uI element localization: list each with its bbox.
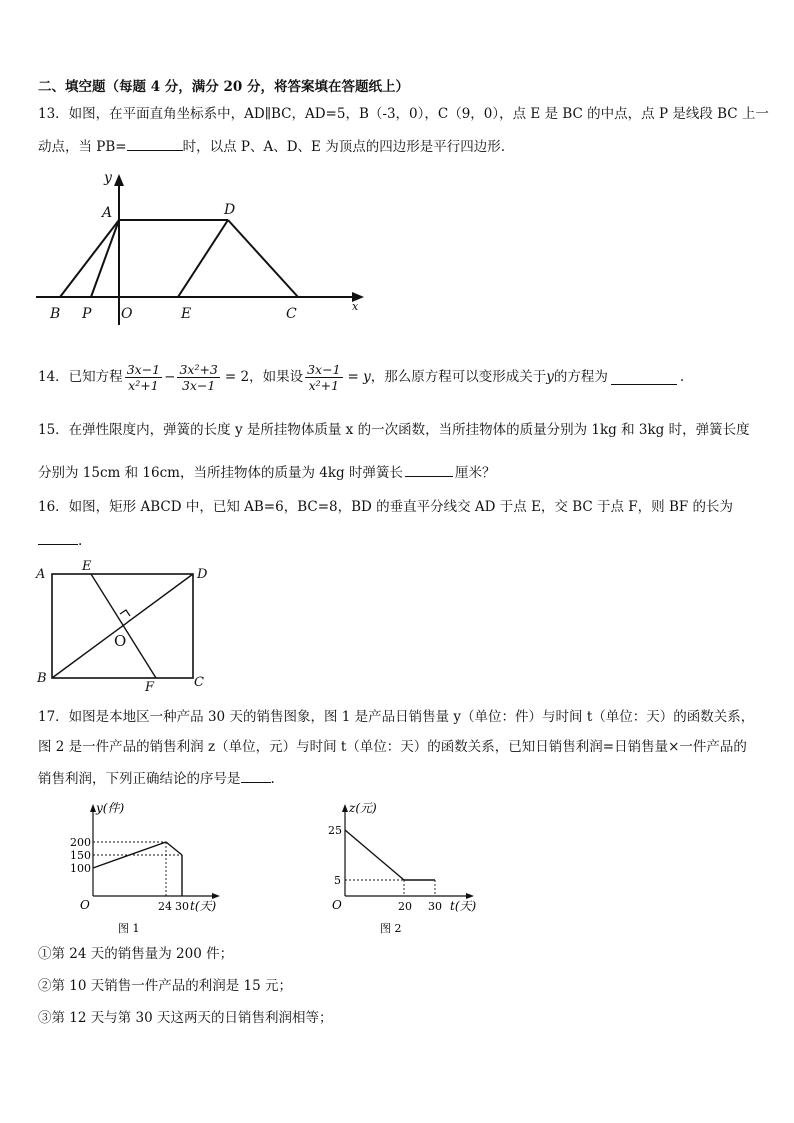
q17-option-2: ②第 10 天销售一件产品的利润是 15 元；: [38, 978, 293, 994]
q14-minus: −: [164, 369, 176, 385]
q14-frac2: [177, 362, 219, 393]
q17-fig1-xtick-24: 24: [158, 900, 172, 913]
q14-var-y: y: [546, 369, 554, 385]
q17-fig1-ytick-200: 200: [70, 836, 91, 849]
q14-frac3-den: x²+1: [308, 377, 340, 393]
q16-label-A: A: [36, 567, 46, 582]
q17-fig2-ytick-25: 25: [328, 824, 342, 837]
q17-fig1-ytick-100: 100: [70, 862, 91, 875]
q13-label-P: P: [82, 306, 92, 322]
q14-frac2-num: 3x²+3: [179, 361, 218, 377]
q13-answer-blank[interactable]: [127, 136, 183, 151]
q17-fig1-ytick-150: 150: [70, 849, 91, 862]
q13-label-O: O: [121, 306, 133, 322]
q13-label-y: y: [104, 170, 112, 186]
q13-line1: 13．如图，在平面直角坐标系中，AD∥BC，AD=5，B（-3，0），C（9，0），点 E 是 BC 的中点，点 P 是线段 BC 上一: [38, 106, 769, 122]
q14-end: .: [679, 369, 685, 385]
q17-fig2-xlabel: t(天): [450, 899, 477, 913]
q14-frac1: [125, 362, 162, 393]
q13-line2-b: 时，以点 P、A、D、E 为顶点的四边形是平行四边形.: [182, 139, 505, 155]
q17-line1: 17．如图是本地区一种产品 30 天的销售图象，图 1 是产品日销售量 y（单位：件）与时间 t（单位：天）的函数关系，: [38, 709, 755, 725]
q17-fig2-origin: O: [332, 898, 342, 912]
q17-fig2-xtick-30: 30: [428, 900, 442, 913]
q17-fig2-caption: 图 2: [380, 922, 402, 935]
q17-line3-a: 销售利润，下列正确结论的序号是: [38, 771, 241, 787]
q13-label-D: D: [224, 202, 236, 218]
q16-label-D: D: [197, 567, 208, 582]
q16-figure: [34, 559, 224, 695]
q16-line1: 16．如图，矩形 ABCD 中，已知 AB=6，BC=8，BD 的垂直平分线交 AD 于点 E，交 BC 于点 F，则 BF 的长为: [38, 499, 734, 515]
q15-line2-b: 厘米？: [454, 465, 496, 481]
q14-frac1-num: 3x−1: [126, 361, 161, 377]
q17-fig1-xtick-30: 30: [175, 900, 189, 913]
q16-line2-end: .: [78, 533, 83, 549]
q16-line2: [38, 530, 82, 550]
q16-label-C: C: [194, 675, 204, 690]
q14-pre: 14．已知方程: [38, 369, 123, 385]
q17-fig2-ylabel: z(元): [349, 801, 377, 815]
q17-fig1-caption: 图 1: [118, 922, 140, 935]
q17-figure-1: [56, 798, 256, 938]
q15-line2-a: 分别为 15cm 和 16cm，当所挂物体的质量为 4kg 时弹簧长: [38, 465, 403, 481]
q13-line2-a: 动点，当 PB=: [38, 139, 127, 155]
q14-post2: 的方程为: [553, 369, 608, 385]
q14-frac1-den: x²+1: [128, 377, 159, 393]
q14-frac3-num: 3x−1: [307, 361, 341, 377]
q17-fig1-origin: O: [80, 898, 90, 912]
q14-frac2-den: 3x−1: [181, 377, 216, 393]
q16-label-B: B: [37, 671, 47, 686]
q13-label-E: E: [181, 306, 192, 322]
q16-answer-blank[interactable]: [38, 530, 78, 545]
q13-figure: [30, 170, 370, 330]
q17-option-3: ③第 12 天与第 30 天这两天的日销售利润相等；: [38, 1010, 333, 1026]
q13-label-B: B: [50, 306, 61, 322]
q14-frac3: [305, 362, 342, 393]
q17-option-1: ①第 24 天的销售量为 200 件；: [38, 946, 234, 962]
q15-line2: [38, 462, 495, 482]
q14-line: [38, 359, 684, 395]
q13-label-C: C: [286, 306, 297, 322]
q14-eq: = 2: [224, 369, 250, 385]
q14-eq-y: = y: [347, 369, 371, 385]
q16-label-E: E: [82, 559, 92, 574]
section-header: 二、填空题（每题 4 分，满分 20 分，将答案填在答题纸上）: [38, 79, 409, 95]
q13-label-x: x: [352, 300, 359, 313]
q14-answer-blank[interactable]: [611, 370, 677, 385]
q17-fig1-ylabel: y(件): [96, 801, 125, 815]
q16-label-F: F: [145, 680, 155, 695]
q16-label-O: O: [114, 632, 127, 650]
q14-mid: ，如果设: [249, 369, 304, 385]
q14-post: ，那么原方程可以变形成关于: [370, 369, 547, 385]
q17-line3-end: .: [270, 771, 275, 787]
q17-line2: 图 2 是一件产品的销售利润 z（单位，元）与时间 t（单位：天）的函数关系，已知日销售利润=日销售量×一件产品的: [38, 739, 747, 755]
q17-line3: [38, 768, 275, 788]
q13-label-A: A: [102, 205, 113, 221]
q17-fig2-xtick-20: 20: [398, 900, 412, 913]
q17-fig1-xlabel: t(天): [190, 899, 217, 913]
q13-line2: [38, 136, 505, 156]
q17-figure-2: [318, 792, 518, 935]
q15-answer-blank[interactable]: [405, 462, 453, 477]
q17-fig2-ytick-5: 5: [334, 874, 341, 887]
q15-line1: 15．在弹性限度内，弹簧的长度 y 是所挂物体质量 x 的一次函数，当所挂物体的质量分别为 1kg 和 3kg 时，弹簧长度: [38, 422, 750, 438]
q17-answer-blank[interactable]: [241, 768, 271, 783]
